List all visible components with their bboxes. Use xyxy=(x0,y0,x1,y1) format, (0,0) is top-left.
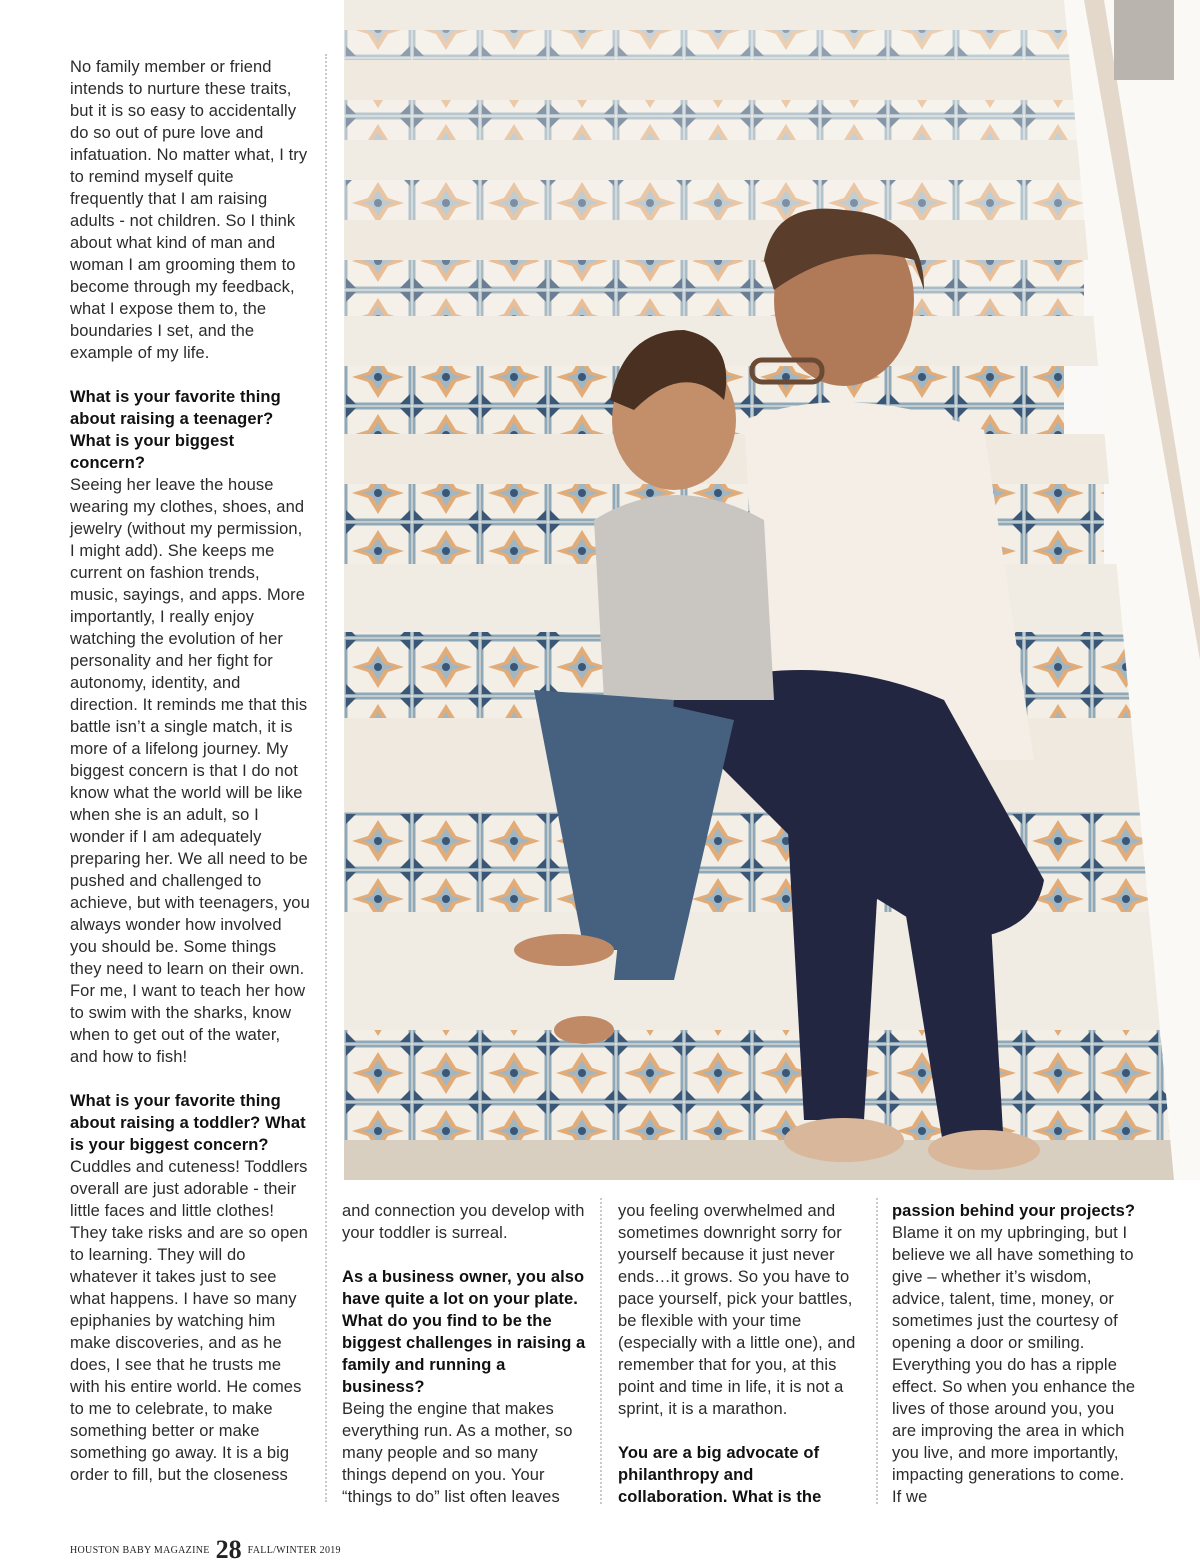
paragraph-gap xyxy=(618,1420,863,1442)
interview-answer: Blame it on my upbringing, but I believe we all have something to give – whether it’s wisdom, advice, talent, time, money, or sometimes just the courtesy of opening a door or smiling. Everything you do has a ripple effect. So when you enhance the lives of those around you, you are improving the area in which you live, and more importantly, impacting generations to come. If we xyxy=(892,1224,1136,1506)
interview-question: As a business owner, you also have quite a lot on your plate. What do you find to be the biggest challenges in raising a family and running a business? xyxy=(342,1268,586,1396)
column-divider-1 xyxy=(325,54,327,1502)
interview-answer: Seeing her leave the house wearing my clothes, shoes, and jewelry (without my permission, I might add). She keeps me current on fashion trends, music, sayings, and apps. More importantly, I really enjoy watching the evolution of her personality and her fight for autonomy, identity, and direction. It reminds me that this battle isn’t a single match, it is more of a lifelong journey. My biggest concern is that I do not know what the world will be like when she is an adult, so I wonder if I am adequately preparing her. We all need to be pushed and challenged to achieve, but with teenagers, you always wonder how involved you should be. Some things they need to learn on their own. For me, I want to teach her how to swim with the sharks, know when to get out of the water, and how to fish! xyxy=(70,476,310,1066)
article-column-4 xyxy=(892,1200,1137,1508)
interview-answer: and connection you develop with your toddler is surreal. xyxy=(342,1202,585,1242)
column-divider-3 xyxy=(876,1198,878,1504)
interview-answer: Cuddles and cuteness! Toddlers overall are just adorable - their little faces and little clothes! They take risks and are so open to learning. They will do whatever it takes just to see what happens. I have so many epiphanies by watching him make discoveries, and as he does, I see that he trusts me with his entire world. He comes to me to celebrate, to make something better or make something go away. It is a big order to fill, but the closeness xyxy=(70,1158,308,1484)
interview-question: passion behind your projects? xyxy=(892,1202,1136,1220)
article-column-3 xyxy=(618,1200,863,1508)
article-column-1 xyxy=(70,56,310,1486)
footer-page-number: 28 xyxy=(215,1535,242,1564)
column-divider-2 xyxy=(600,1198,602,1504)
interview-answer: Being the engine that makes everything run. As a mother, so many people and so many things depend on you. Your “things to do” list often leaves xyxy=(342,1400,573,1506)
interview-answer: No family member or friend intends to nurture these traits, but it is so easy to accidentally do so out of pure love and infatuation. No matter what, I try to remind myself quite frequently that I am raising adults - not children. So I think about what kind of man and woman I am grooming them to become through my feedback, what I expose them to, the boundaries I set, and the example of my life. xyxy=(70,58,308,362)
footer-issue: FALL/WINTER 2019 xyxy=(247,1544,341,1556)
footer-magazine-name: HOUSTON BABY MAGAZINE xyxy=(70,1544,210,1556)
interview-question: What is your favorite thing about raising a toddler? What is your biggest concern? xyxy=(70,1092,306,1154)
paragraph-gap xyxy=(342,1244,587,1266)
page-footer xyxy=(70,1535,341,1564)
feature-photo xyxy=(344,0,1200,1180)
interview-question: What is your favorite thing about raising a teenager? What is your biggest concern? xyxy=(70,388,281,472)
article-column-2 xyxy=(342,1200,587,1508)
paragraph-gap xyxy=(70,364,310,386)
interview-question: You are a big advocate of philanthropy and collaboration. What is the xyxy=(618,1444,822,1506)
feature-photo-illustration xyxy=(344,0,1200,1180)
interview-answer: you feeling overwhelmed and sometimes downright sorry for yourself because it just never ends…it grows. So you have to pace yourself, pick your battles, be flexible with your time (especially with a little one), and remember that for you, at this point and time in life, it is not a sprint, it is a marathon. xyxy=(618,1202,856,1418)
paragraph-gap xyxy=(70,1068,310,1090)
